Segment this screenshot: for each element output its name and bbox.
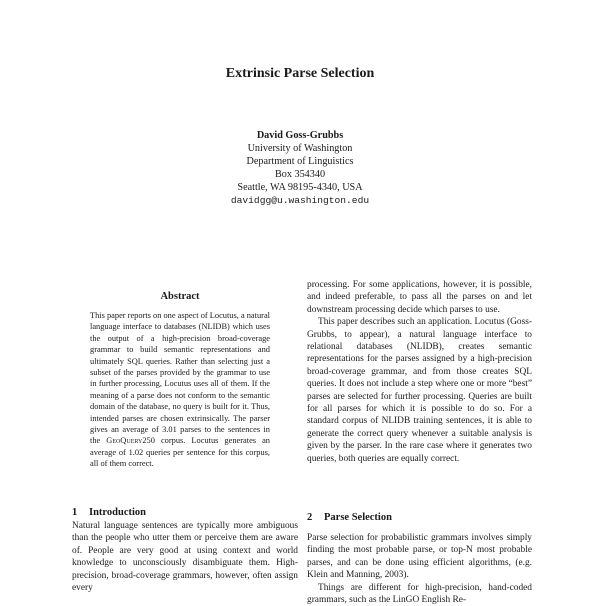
paper-title: Extrinsic Parse Selection bbox=[225, 66, 375, 81]
section1-number: 1 bbox=[72, 507, 78, 518]
affiliation-box: Box 354340 bbox=[274, 169, 326, 180]
section1-title: Introduction bbox=[89, 507, 146, 518]
abstract-text-part1: This paper reports on one aspect of Locutus, a natural language interface to databases (NLIDB) which uses the output of a high-precision broad-coverage grammar to build semantic representations and ultimately SQL queries. Rather than selecting just a subset of the parses provided by the grammar to use in further processing, Locutus uses all of them. If the meaning of a parse does not conform to the semantic domain of the database, no query is built for it. Thus, intended parses are chosen extrinsically. The parser gives an average of 3.01 parses to the sentences in the bbox=[90, 311, 271, 446]
affiliation-city: Seattle, WA 98195-4340, USA bbox=[237, 182, 363, 193]
intro-paragraph-2: This paper describes such an application. Locutus (Goss-Grubbs, to appear), a natural language interface to relational databases (NLIDB), creates semantic representations for the parses assigned by a high-precision broad-coverage grammar, and from those creates SQL queries. It does not include a step where one or more “best” parses are selected for further processing. Queries are built for all parses for which it is possible to do so. For a standard corpus of NLIDB training sentences, it is able to generate the correct query whenever a suitable analysis is given by the parser. In the rare case where it generates two queries, both queries are equally correct. bbox=[307, 317, 533, 464]
section1-heading bbox=[72, 506, 146, 519]
section2-heading bbox=[307, 511, 392, 524]
abstract-body bbox=[90, 310, 270, 470]
abstract-corpus-name: GeoQuery250 bbox=[106, 436, 155, 446]
abstract-heading: Abstract bbox=[160, 291, 200, 302]
section2-number: 2 bbox=[307, 512, 313, 523]
author-block bbox=[0, 129, 600, 207]
section2-title: Parse Selection bbox=[324, 512, 392, 523]
section1-body bbox=[72, 520, 298, 600]
section1-paragraph: Natural language sentences are typically more ambiguous than the people who utter them or perceive them are aware of. People are very good at using context and world knowledge to unconsciously disambiguate them. High-precision, broad-coverage grammars, however, often assign every bbox=[72, 521, 298, 594]
intro-continuation-paragraph: processing. For some applications, however, it is possible, and indeed preferable, to pass all the parses on and let downstream processing decide which parses to use. bbox=[307, 280, 532, 315]
affiliation-department: Department of Linguistics bbox=[246, 156, 354, 167]
right-column-body bbox=[307, 279, 532, 465]
section2-body bbox=[307, 532, 532, 606]
section2-paragraph-2: Things are different for high-precision, hand-coded grammars, such as the LinGO English Re- bbox=[307, 582, 532, 606]
section2-paragraph-1: Parse selection for probabilistic grammars involves simply finding the most probable parse, or top-N most probable parses, and can be done using efficient algorithms, (e.g. Klein and Manning, 2003). bbox=[307, 533, 532, 581]
author-name: David Goss-Grubbs bbox=[256, 130, 344, 141]
affiliation-university: University of Washington bbox=[247, 143, 353, 154]
author-email: davidgg@u.washington.edu bbox=[230, 195, 370, 206]
abstract-text-part2: corpus. Locutus generates an average of 1.02 queries per sentence for this corpus, all of them correct. bbox=[90, 436, 270, 469]
